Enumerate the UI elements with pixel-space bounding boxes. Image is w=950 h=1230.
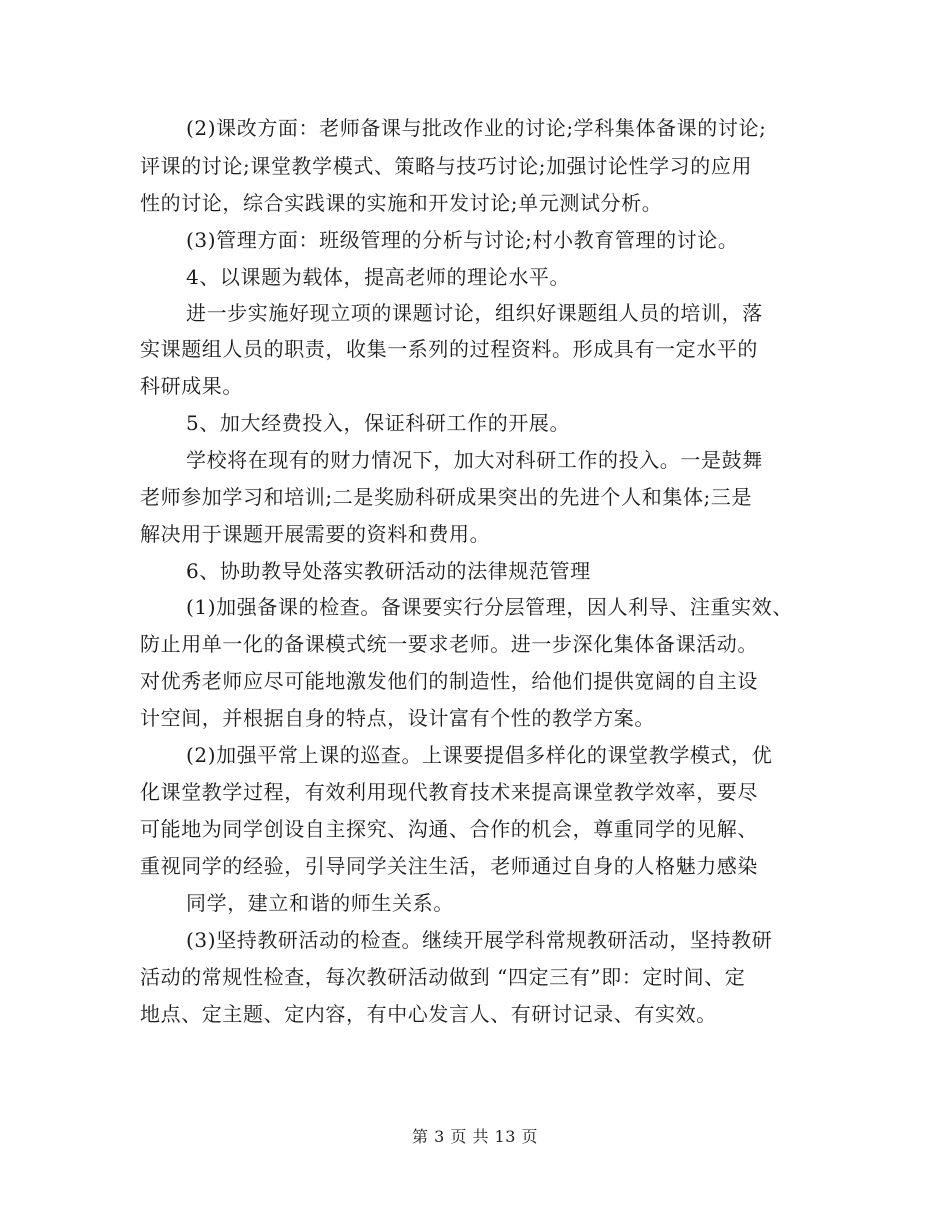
paragraph-line: 学校将在现有的财力情况下，加大对科研工作的投入。一是鼓舞: [186, 448, 763, 472]
paragraph-line: 可能地为同学创设自主探究、沟通、合作的机会，尊重同学的见解、: [140, 817, 758, 841]
section-heading: 4、以课题为载体，提高老师的理论水平。: [186, 265, 571, 289]
page-footer: 第 3 页 共 13 页: [412, 1127, 538, 1146]
paragraph-line: 计空间，并根据自身的特点，设计富有个性的教学方案。: [140, 706, 655, 730]
paragraph-line: 性的讨论，综合实践课的实施和开发讨论;单元测试分析。: [140, 191, 663, 215]
paragraph-line: 对优秀老师应尽可能地激发他们的制造性，给他们提供宽阔的自主设: [140, 669, 758, 693]
paragraph-line: 科研成果。: [140, 374, 243, 398]
section-heading: 6、协助教导处落实教研活动的法律规范管理: [186, 559, 591, 583]
paragraph-line: 重视同学的经验，引导同学关注生活，老师通过自身的人格魅力感染: [140, 854, 758, 878]
paragraph-line: 评课的讨论;课堂教学模式、策略与技巧讨论;加强讨论性学习的应用: [140, 154, 753, 178]
paragraph-line: 同学，建立和谐的师生关系。: [186, 891, 454, 915]
paragraph-line: 活动的常规性检查，每次教研活动做到 “四定三有”即：定时间、定: [140, 965, 746, 989]
paragraph-line: (2)课改方面：老师备课与批改作业的讨论;学科集体备课的讨论;: [186, 116, 767, 140]
paragraph-line: 老师参加学习和培训;二是奖励科研成果突出的先进个人和集体;三是: [140, 485, 753, 509]
paragraph-line: 进一步实施好现立项的课题讨论，组织好课题组人员的培训，落: [186, 301, 763, 325]
paragraph-line: (3)坚持教研活动的检查。继续开展学科常规教研活动，坚持教研: [186, 928, 773, 952]
paragraph-line: 化课堂教学过程，有效利用现代教育技术来提高课堂教学效率，要尽: [140, 780, 758, 804]
section-heading: 5、加大经费投入，保证科研工作的开展。: [186, 411, 571, 435]
paragraph-line: 地点、定主题、定内容，有中心发言人、有研讨记录、有实效。: [140, 1002, 717, 1026]
paragraph-line: (3)管理方面：班级管理的分析与讨论;村小教育管理的讨论。: [186, 228, 739, 252]
paragraph-line: 解决用于课题开展需要的资料和费用。: [140, 522, 491, 546]
paragraph-line: 实课题组人员的职责，收集一系列的过程资料。形成具有一定水平的: [140, 337, 758, 361]
paragraph-line: (1)加强备课的检查。备课要实行分层管理，因人利导、注重实效、: [186, 595, 793, 619]
paragraph-line: 防止用单一化的备课模式统一要求老师。进一步深化集体备课活动。: [140, 632, 758, 656]
paragraph-line: (2)加强平常上课的巡查。上课要提倡多样化的课堂教学模式，优: [186, 743, 773, 767]
